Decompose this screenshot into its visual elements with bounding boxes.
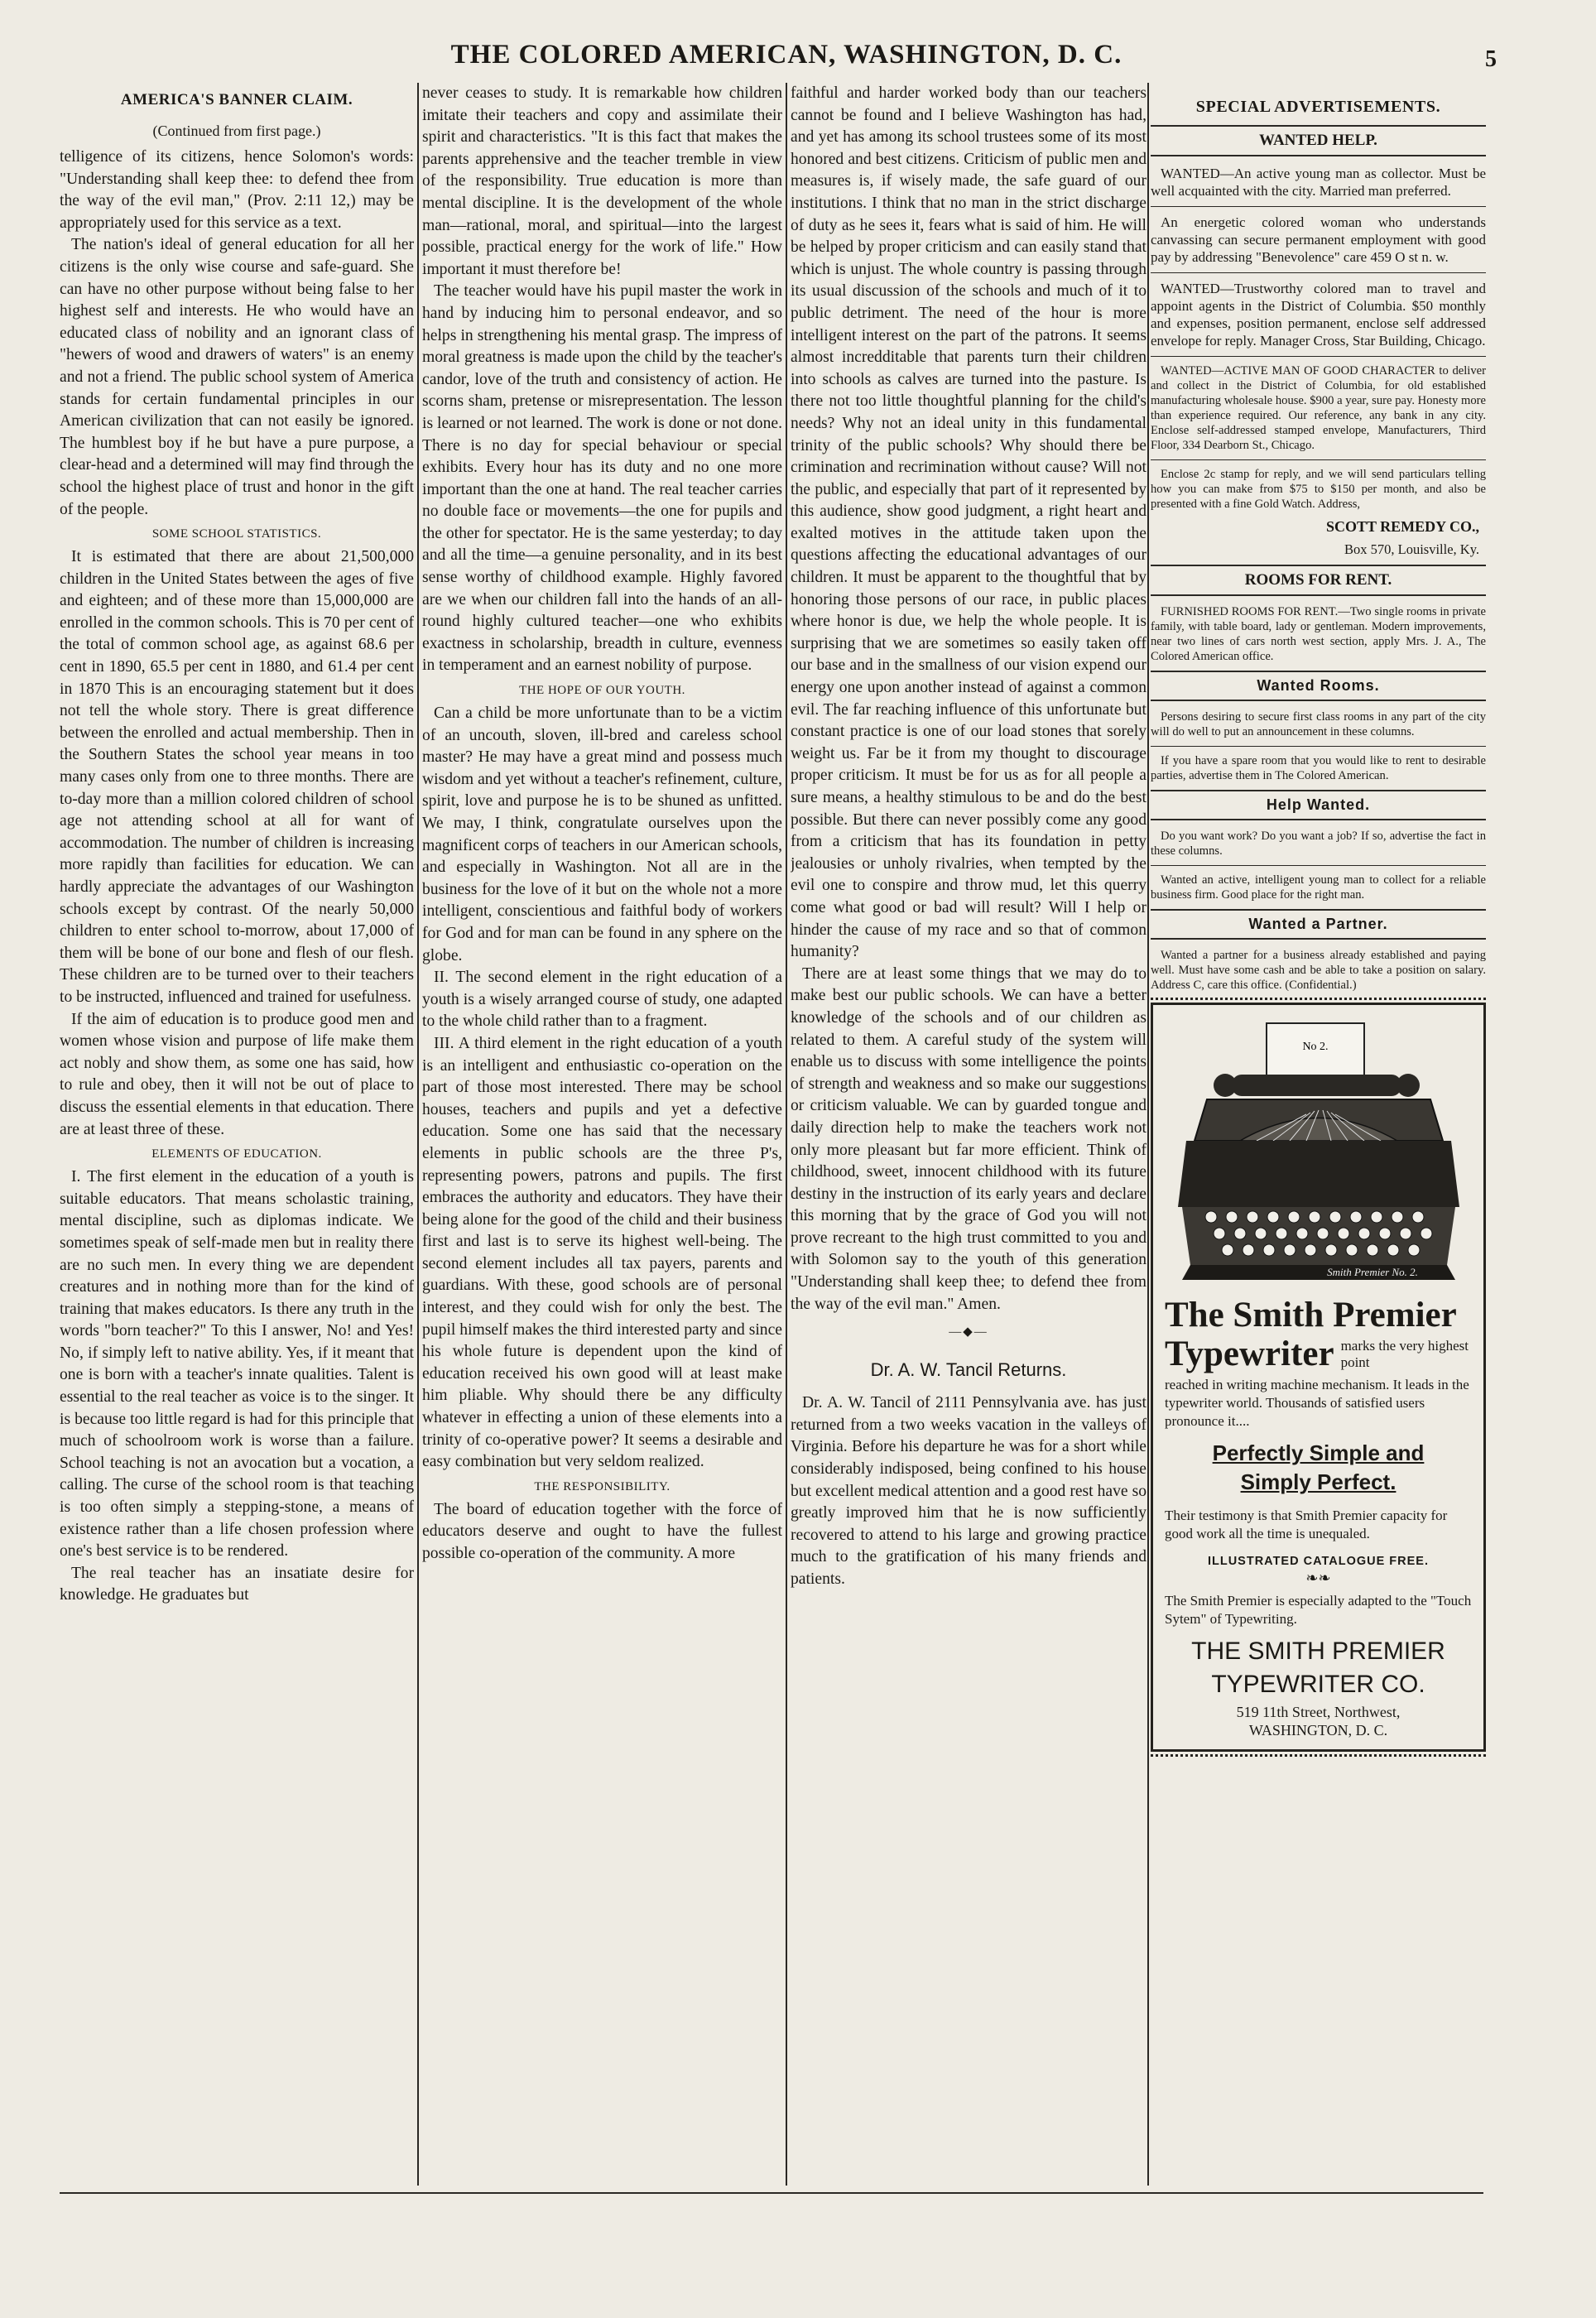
ad-section-heading: WANTED HELP.: [1151, 125, 1486, 156]
ad-section-heading: Wanted a Partner.: [1151, 909, 1486, 940]
article-paragraph: The real teacher has an insatiate desire for knowledge. He graduates but: [60, 1564, 414, 1604]
article-paragraph: The teacher would have his pupil master the work in hand by inducing him to personal endeavor, and so helps in strengthening his mental grasp. The impress of moral greatness is made upon the child by the teacher's candor, love of the truth and consistency of action. He scorns sham, pretense or misrepresentation. The lesson is learned or not learned. The work is done or not done. There is no day for special behaviour or special exhibits. Every hour has its duty and no one more important than the one at hand. The real teacher carries no double face or movements—the one for pupils and the other for spectator. He is the same yesterday; to day and all the time—a genuine personality, and in its best sense worthy of childhood example. Highly favored are we when our children fall into the hands of an all-round highly cultured teacher—one who exhibits exactness in scholarship, breadth in culture, evenness in temperament and an earnest nobility of purpose.: [422, 282, 782, 675]
ad-divider: [1151, 746, 1486, 747]
article-paragraph: faithful and harder worked body than our teachers cannot be found and I believe Washington has had, and yet has among its school trustees some of its most honored and best citizens. Criticism of public men and measures is, if wisely made, the safe guard of our institutions. I think that no man in the strict discharge of duty as he sees it, fears what is said of him. He will be helped by proper criticism and can easily stand that which is unjust. The whole country is passing through its usual discussion of the schools and much of it to public detriment. The need of the hour is more intelligent interest on the part of the patrons. It seems almost incredditable that parents turn their children into schools as calves are turned into the pasture. Is there not too little thoughtful planning for the child's needs? Why not an ideal unity in this fundamental trinity of the public schools? Why should there be crimination and recrimination without cause? Will not the public, and especially that part of it represented by this audience, show good judgment, a right heart and exalted motives in the attitude taken upon the questions affecting the educational advantages of our children. It must be apparent to the thoughtful that by honoring those persons of our race, in public places where honor is due, we help the whole people. It is surprising that we are sometimes so easily taken off our base and in the smallness of our vision expend our energy one upon another instead of against a common evil. The far reaching influence of this unfortunate but constant practice is one of our load stones that sorely weight us. Far be it from my thought to discourage proper criticism. It must be for us as for all people a sure means, a healthy stimulous to be and do the best possible. But there can never possibly come any good from a criticism that has its foundation in petty jealousies or unholy rivalries, when tempted by the evil one to conspire and throw mud, let this querry come what good or bad will result? Will I help or hinder the cause of my race and so that of common humanity?: [791, 84, 1147, 961]
classified-ad: WANTED—Trustworthy colored man to travel and appoint agents in the District of Columbia. $50 monthly and expenses, position permanent, enclose self addressed envelope for reply. Manager Cross, Star Building, Chicago.: [1151, 281, 1486, 349]
page-bottom-rule: [60, 2192, 1483, 2194]
column-rule: [786, 83, 787, 2186]
article-paragraph: There are at least some things that we may do to make best our public schools. We can have a better knowledge of the schools and of our children as related to them. A careful study of the system will enable us to discuss with some intelligence the points of strength and weakness and so make our suggestions or criticism valuable. We can by guarded tongue and daily direction help to make the teachers work not only more pleasant but far more efficient. Think of childhood, sweet, innocent childhood with its future destiny in the instruction of its early years and declare this morning that by the grace of God you will not prove recreant to the high trust committed to you and with Solomon say to the youth of this generation "Understanding shall keep thee; to defend thee from the way of the evil man." Amen.: [791, 964, 1147, 1313]
paper-text: No 2.: [1301, 1041, 1329, 1053]
article-headline: AMERICA'S BANNER CLAIM.: [120, 91, 353, 108]
ad-tagline: marks the very highest point: [1340, 1338, 1469, 1370]
classified-ad: Do you want work? Do you want a job? If so, advertise the fact in these columns.: [1151, 830, 1486, 858]
section-heading: THE HOPE OF OUR YOUTH.: [519, 684, 685, 698]
column-3: [791, 83, 1147, 2190]
ad-section-heading: ROOMS FOR RENT.: [1151, 565, 1486, 596]
continued-note: (Continued from first page.): [152, 123, 321, 139]
ad-brand-subtitle: Typewriter: [1165, 1335, 1334, 1373]
ad-testimony: Their testimony is that Smith Premier capacity for good work all the time is unequaled.: [1165, 1508, 1448, 1541]
ad-body-text: reached in writing machine mechanism. It leads in the typewriter world. Thousands of satisfied users pronounce it....: [1165, 1377, 1469, 1429]
ornament-divider: —◆—: [949, 1325, 988, 1339]
article-paragraph: III. A third element in the right education of a youth is an intelligent and enthusiastic co-operation on the part of those most interested. There may be school houses, teachers and pupils and yet a defective education. Some one has said that the necessary elements in public schools are the three P's, representing powers, patrons and pupils. The first embraces the authority and educators. They have their being alone for the good of the child and their business first and last is to serve its highest well-being. The second element includes all tax payers, parents and guardians. With these, good schools are of personal interest, and they could wish for only the best. The pupil himself makes the third interested party and since his whole future is dependent upon the kind of education received his own good will at least make him pliable. Why should there be any difficulty whatever in effecting a union of these elements into a trinity of co-operative power? It seems a desirable and easy combination but very seldom realized.: [422, 1034, 782, 1471]
article-paragraph: never ceases to study. It is remarkable how children imitate their teachers and copy and assimilate their spirit and characteristics. "It is this fact that makes the parents apprehensive and the teacher tremble in view of the responsibility. True education is more than mental discipline. It is the development of the whole man—rational, moral, and spiritual—into the largest possible, practical energy for the work of life." How important it must therefore be!: [422, 84, 782, 278]
article-paragraph: Dr. A. W. Tancil of 2111 Pennsylvania ave. has just returned from a two weeks vacation in the valleys of Virginia. Before his departure he was for a short while considerably indisposed, being confined to his house but excellent medical attention and a good rest have so greatly improved him that he is now sufficiently recovered to attend to his large and growing practice much to the gratification of his many friends and patients.: [791, 1394, 1147, 1588]
company-name-line-2: TYPEWRITER CO.: [1211, 1671, 1425, 1698]
classified-ad: Persons desiring to secure first class rooms in any part of the city will do well to put an announcement in these columns.: [1151, 710, 1486, 738]
ad-catalogue-note: ILLUSTRATED CATALOGUE FREE.: [1207, 1555, 1430, 1568]
article-paragraph: If the aim of education is to produce good men and women whose vision and purpose of life make them act nobly and show them, as some one has said, how to rule and obey, then it will not be out of place to discuss the essential elements in that education. There are at least three of these.: [60, 1010, 414, 1138]
ad-touch-system: The Smith Premier is especially adapted to the "Touch Sytem" of Typewriting.: [1165, 1593, 1472, 1627]
section-heading: THE RESPONSIBILITY.: [534, 1479, 671, 1493]
ad-divider: [1151, 206, 1486, 207]
article-paragraph: It is estimated that there are about 21,500,000 children in the United States between the ages of five and eighteen; and of these more than 15,000,000 are enrolled in the common schools. This is 70 per cent of the total of common school age, as against 68.6 per cent in 1890, 65.5 per cent in 1880, and 61.4 per cent in 1870 This is an encouraging statement but it does not tell the whole story. There is great difference between the enrolled and actual membership. Then in the Southern States the school year means in too many cases only from one to three months. There are to-day more than a million colored children of school age not attending school at all for want of accommodation. The number of children is increasing more rapidly than facilities for education. We can hardly appreciate the advantages of our Washington schools except by contrast. Of the nearly 50,000 children to enter school to-morrow, about 17,000 of them will be bone of our bone and flesh of our flesh. These children are to be turned over to their teachers to be instructed, influenced and trained for usefulness.: [60, 548, 414, 1006]
classified-ad: Enclose 2c stamp for reply, and we will send particulars telling how you can make from $75 to $150 per month, and also be presented with a fine Gold Watch. Address,: [1151, 468, 1486, 511]
masthead-title: THE COLORED AMERICAN, WASHINGTON, D. C.: [450, 40, 1122, 70]
ad-divider: [1151, 459, 1486, 460]
section-heading: SOME SCHOOL STATISTICS.: [151, 527, 322, 541]
ads-title: SPECIAL ADVERTISEMENTS.: [1195, 98, 1441, 116]
classified-ad: Wanted an active, intelligent young man to collect for a reliable business firm. Good place for the right man.: [1151, 873, 1486, 902]
column-rule: [417, 83, 419, 2186]
classified-ad: FURNISHED ROOMS FOR RENT.—Two single rooms in private family, with table board, lady or gentleman. Modern improvements, near two lines of cars north west section, apply Mrs. J. A., The Colored American office.: [1151, 605, 1486, 663]
section-heading: ELEMENTS OF EDUCATION.: [151, 1147, 322, 1161]
ornament-icon: ❧❧: [1305, 1570, 1331, 1586]
advertiser-name: SCOTT REMEDY CO.,: [1325, 518, 1479, 535]
company-street: 519 11th Street, Northwest,: [1236, 1704, 1401, 1720]
brand-row: [1165, 1335, 1472, 1374]
ad-brand-title: The Smith Premier: [1165, 1296, 1457, 1335]
ad-slogan-line-1: Perfectly Simple and: [1212, 1440, 1425, 1465]
ad-slogan-line-2: Simply Perfect.: [1240, 1469, 1396, 1494]
article-paragraph: The nation's ideal of general education for all her citizens is the only wise course and safe-guard. She can have no other purpose without being false to her highest self and interests. He who would have an educated class of nobility and an ignorant class of "hewers of wood and drawers of waters" is an enemy and not a friend. The public school system of America stands for certain fundamental principles in our American civilization that can not easily be ignored. The humblest boy if he but have a pure purpose, a clear-head and a determined will may find through the school the highest place of trust and honor in the gift of the people.: [60, 236, 414, 518]
smith-premier-ad: [1151, 1003, 1486, 1752]
article-paragraph: The board of education together with the force of educators deserve and ought to have the fullest possible co-operation of the community. A more: [422, 1500, 782, 1562]
column-1: [60, 83, 414, 2190]
company-name-line-1: THE SMITH PREMIER: [1191, 1638, 1445, 1665]
ad-divider: [1151, 865, 1486, 866]
column-4-ads: [1151, 83, 1486, 2190]
article-paragraph: II. The second element in the right education of a youth is a wisely arranged course of study, one adapted to the whole child rather than to a fragment.: [422, 969, 782, 1031]
classified-ad: An energetic colored woman who understands canvassing can secure permanent employment with good pay by addressing "Benevolence" care 459 O st n. w.: [1151, 214, 1486, 265]
article-paragraph: telligence of its citizens, hence Solomon's words: "Understanding shall keep thee: to defend thee from the way of the evil man," (Prov. 2:11 12,) may be appropriately used for this service as a text.: [60, 148, 414, 232]
ad-section-heading: Help Wanted.: [1151, 790, 1486, 820]
classified-ad: WANTED—ACTIVE MAN OF GOOD CHARACTER to deliver and collect in the District of Columbia, for old established manufacturing wholesale house. $900 a year, sure pay. Honesty more than experience required. Our reference, any bank in any city. Enclose self-addressed stamped envelope, Manufacturers, Third Floor, 334 Dearborn St., Chicago.: [1151, 364, 1486, 452]
classified-ad: Wanted a partner for a business already established and paying well. Must have some cash and be able to take a position on salary. Address C, care this office. (Confidential.): [1151, 949, 1486, 992]
column-2: [422, 83, 782, 2190]
article-paragraph: Can a child be more unfortunate than to be a victim of an uncouth, sloven, ill-bred and careless school master? He may have a great mind and possess much wisdom and yet without a teacher's refinement, culture, spirit, love and purpose he is to be shuned as unfitted. We may, I think, congratulate ourselves upon the magnificent corps of teachers in our American schools, and especially in Washington. Not all are in the business for the love of it but on the whole not a more intelligent, conscientious and faithful body of workers for God and for man can be found in any sphere on the globe.: [422, 705, 782, 964]
classified-ad: If you have a spare room that you would like to rent to desirable parties, advertise them in The Colored American.: [1151, 754, 1486, 782]
article-paragraph: I. The first element in the education of a youth is suitable educators. That means scholastic training, mental discipline, such as diplomas indicate. We sometimes speak of self-made men but in reality there are no such men. In every thing we are dependent creatures and in nothing more than for the kind of training that makes educators. Is there any truth in the words "born teacher?" To this I answer, No! and Yes! No, if simply left to native ability. Yes, if it meant that one is born with a teacher's innate qualities. Talent is essential to the real teacher as voice is to the singer. It is because too little regard is had for this principle that much of schoolroom work is worse than a failure. School teaching is not an avocation but a vocation, a calling. The curse of the school room is that teaching is too often simply a stepping-stone, a means of existence rather than a life chosen profession where one's best service is to be rendered.: [60, 1168, 414, 1561]
ad-divider: [1151, 272, 1486, 273]
ad-divider: [1151, 356, 1486, 357]
ad-section-heading: Wanted Rooms.: [1151, 671, 1486, 701]
advertiser-address: Box 570, Louisville, Ky.: [1344, 541, 1479, 557]
news-headline: Dr. A. W. Tancil Returns.: [870, 1359, 1067, 1381]
classified-ad: WANTED—An active young man as collector. Must be well acquainted with the city. Married man preferred.: [1151, 166, 1486, 199]
typewriter-illustration: [1174, 1017, 1464, 1290]
company-city: WASHINGTON, D. C.: [1248, 1722, 1388, 1738]
page-number: 5: [1485, 46, 1497, 72]
machine-label: Smith Premier No. 2.: [1326, 1266, 1418, 1278]
column-rule: [1147, 83, 1149, 2186]
